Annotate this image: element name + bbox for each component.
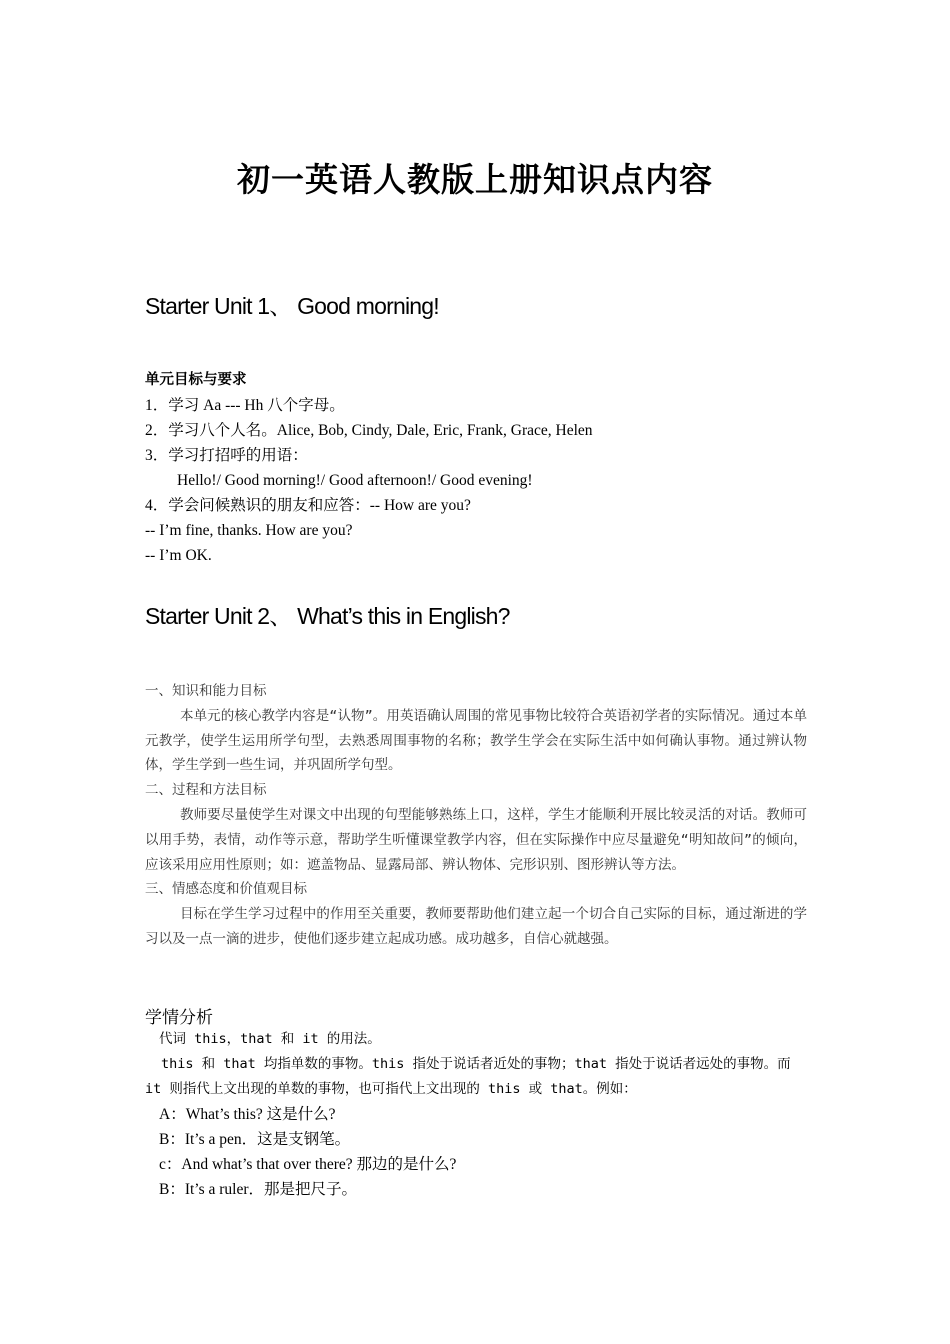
unit1-item: 4．学会问候熟识的朋友和应答：-- How are you?	[145, 497, 471, 514]
section-text: 本单元的核心教学内容是“认物”。用英语确认周围的常见事物比较符合英语初学者的实际情况。通过本单元教学，使学生运用所学句型，去熟悉周围事物的名称；教学生学会在实际生活中如何确认事物。通过辨认物体，学生学到一些生词，并巩固所学句型。	[145, 707, 807, 774]
dialogue-line: B：It’s a pen．这是支钢笔。	[159, 1131, 351, 1148]
unit1-item: 3．学习打招呼的用语：	[145, 447, 308, 464]
analysis-title: 学情分析	[145, 1008, 213, 1028]
unit2-goals	[145, 679, 807, 952]
unit2-heading: Starter Unit 2、 What’s this in English?	[145, 603, 510, 629]
unit1-item: Hello!/ Good morning!/ Good afternoon!/ Good evening!	[177, 472, 533, 489]
unit1-heading: Starter Unit 1、 Good morning!	[145, 293, 439, 319]
section-title: 三、情感态度和价值观目标	[145, 881, 307, 898]
unit1-item: 2．学习八个人名。Alice, Bob, Cindy, Dale, Eric, Frank, Grace, Helen	[145, 422, 593, 439]
dialogue-line: c：And what’s that over there? 那边的是什么?	[159, 1156, 457, 1173]
dialogue-line: A：What’s this? 这是什么?	[159, 1106, 336, 1123]
section-title: 一、知识和能力目标	[145, 683, 267, 699]
section-text: 教师要尽量使学生对课文中出现的句型能够熟练上口，这样，学生才能顺利开展比较灵活的对话。教师可以用手势，表情，动作等示意，帮助学生听懂课堂教学内容，但在实际操作中应尽量避免“明知故问”的倾向，应该采用应用性原则；如：遮盖物品、显露局部、辨认物体、完形识别、图形辨认等方法。	[145, 806, 807, 873]
document-title: 初一英语人教版上册知识点内容	[237, 160, 713, 199]
analysis-paragraph: this 和 that 均指单数的事物。this 指处于说话者近处的事物；that 指处于说话者远处的事物。而 it 则指代上文出现的单数的事物，也可指代上文出现的 this 或 that。例如：	[145, 1056, 791, 1097]
dialogue-line: B：It’s a ruler．那是把尺子。	[159, 1181, 358, 1198]
analysis-body	[145, 1027, 810, 1202]
section-title: 二、过程和方法目标	[145, 782, 267, 799]
unit1-item: -- I’m fine, thanks. How are you?	[145, 522, 353, 539]
unit1-goals-title: 单元目标与要求	[145, 372, 247, 388]
unit1-goals	[145, 368, 815, 568]
section-text: 目标在学生学习过程中的作用至关重要，教师要帮助他们建立起一个切合自己实际的目标，通过渐进的学习以及一点一滴的进步，使他们逐步建立起成功感。成功越多，自信心就越强。	[145, 906, 807, 947]
unit1-item: 1．学习 Aa --- Hh 八个字母。	[145, 397, 345, 414]
unit1-item: -- I’m OK.	[145, 547, 212, 564]
analysis-line: 代词 this，that 和 it 的用法。	[159, 1031, 381, 1047]
